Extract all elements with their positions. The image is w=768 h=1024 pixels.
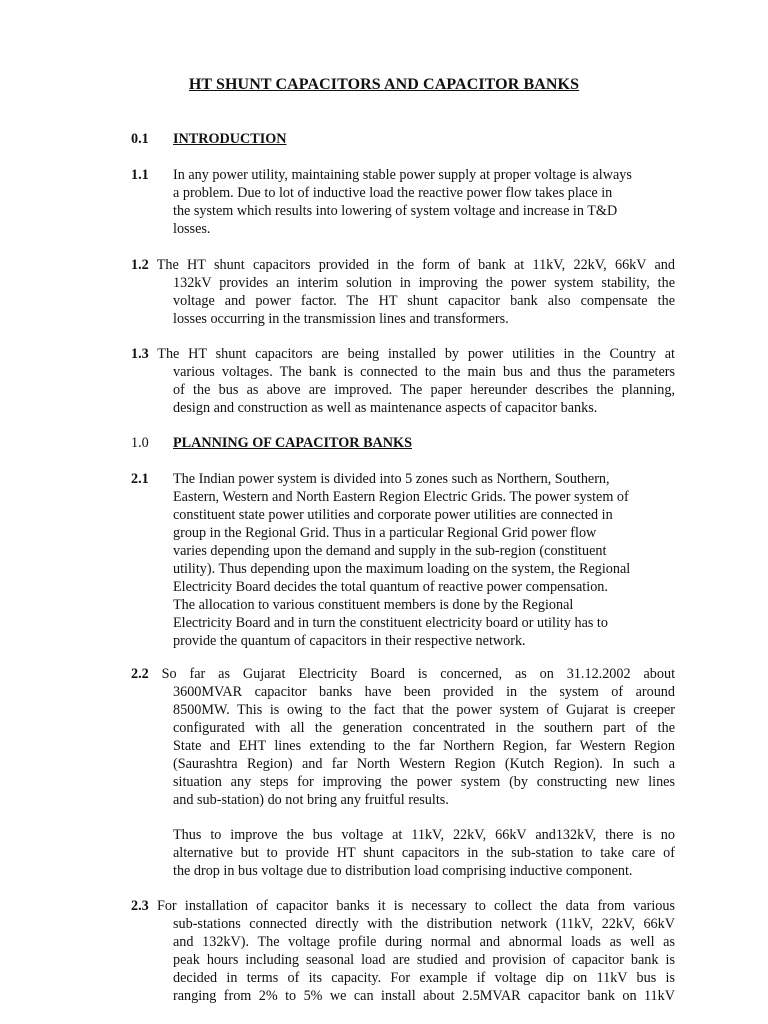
paragraph-2-1 <box>131 470 675 650</box>
section-number: 1.0 <box>131 435 149 451</box>
text-line: provide the quantum of capacitors in their respective network. <box>173 633 526 649</box>
text-line: losses occurring in the transmission lines and transformers. <box>173 311 509 327</box>
text-line: decided in terms of its capacity. For example if voltage dip on 11kV bus is <box>173 970 675 986</box>
text-line: 8500MW. This is owing to the fact that the power system of Gujarat is creeper <box>173 702 675 718</box>
text-line: peak hours including seasonal load are studied and provision of capacitor bank is <box>173 952 675 968</box>
text-line: situation any steps for improving the power system (by constructing new lines <box>173 774 675 790</box>
paragraph-number: 1.3 <box>131 346 149 362</box>
paragraph-number: 2.2 <box>131 666 149 682</box>
text-line: The HT shunt capacitors provided in the form of bank at 11kV, 22kV, 66kV and <box>156 257 675 273</box>
paragraph-1-3 <box>131 345 675 417</box>
text-line: alternative but to provide HT shunt capacitors in the sub-station to take care of <box>173 845 675 861</box>
section-heading-introduction <box>131 130 287 148</box>
paragraph-number: 2.3 <box>131 898 149 914</box>
text-line: and 132kV). The voltage profile during normal and abnormal loads as well as <box>173 934 675 950</box>
text-line: group in the Regional Grid. Thus in a particular Regional Grid power flow <box>173 525 597 541</box>
paragraph-number: 2.1 <box>131 471 149 487</box>
text-line: voltage and power factor. The HT shunt capacitor bank also compensate the <box>173 293 675 309</box>
text-line: constituent state power utilities and corporate power utilities are connected in <box>173 507 613 523</box>
text-line: The Indian power system is divided into 5 zones such as Northern, Southern, <box>173 471 610 487</box>
text-line: varies depending upon the demand and supply in the sub-region (constituent <box>173 543 607 559</box>
text-line: (Saurashtra Region) and far North Western Region (Kutch Region). In such a <box>173 756 675 772</box>
text-line: The HT shunt capacitors are being installed by power utilities in the Country at <box>157 346 676 362</box>
paragraph-1-1 <box>131 166 675 238</box>
text-line: and sub-station) do not bring any fruitful results. <box>173 792 449 808</box>
section-title: PLANNING OF CAPACITOR BANKS <box>173 435 412 451</box>
text-line: State and EHT lines extending to the far Northern Region, far Western Region <box>173 738 675 754</box>
text-line: The allocation to various constituent members is done by the Regional <box>173 597 574 613</box>
text-line: Eastern, Western and North Eastern Region Electric Grids. The power system of <box>173 489 629 505</box>
section-title: INTRODUCTION <box>173 131 287 147</box>
section-number: 0.1 <box>131 131 149 147</box>
text-line: configurated with all the generation concentrated in the southern part of the <box>173 720 675 736</box>
text-line: Thus to improve the bus voltage at 11kV, 22kV, 66kV and132kV, there is no <box>173 827 675 843</box>
paragraph-1-2 <box>131 256 675 328</box>
text-line: In any power utility, maintaining stable power supply at proper voltage is always <box>173 167 632 183</box>
paragraph-number: 1.2 <box>131 257 149 273</box>
text-line: a problem. Due to lot of inductive load the reactive power flow takes place in <box>173 185 613 201</box>
text-line: losses. <box>173 221 211 237</box>
text-line: Electricity Board and in turn the constituent electricity board or utility has to <box>173 615 608 631</box>
text-line: 3600MVAR capacitor banks have been provided in the system of around <box>173 684 675 700</box>
text-line: Electricity Board decides the total quantum of reactive power compensation. <box>173 579 608 595</box>
text-line: For installation of capacitor banks it is necessary to collect the data from various <box>156 898 675 914</box>
paragraph-2-3 <box>131 897 675 1005</box>
document-title: HT SHUNT CAPACITORS AND CAPACITOR BANKS <box>188 76 580 93</box>
text-line: 132kV provides an interim solution in improving the power system stability, the <box>173 275 675 291</box>
section-heading-planning <box>131 434 412 452</box>
paragraph-number: 1.1 <box>131 167 149 183</box>
text-line: utility). Thus depending upon the maximum loading on the system, the Regional <box>173 561 631 577</box>
paragraph-2-2-continuation <box>131 826 675 880</box>
text-line: of the bus as above are improved. The paper hereunder describes the planning, <box>173 382 675 398</box>
text-line: So far as Gujarat Electricity Board is concerned, as on 31.12.2002 about <box>161 666 676 682</box>
text-line: the drop in bus voltage due to distribution load comprising inductive component. <box>173 863 633 879</box>
text-line: sub-stations connected directly with the distribution network (11kV, 22kV, 66kV <box>173 916 675 932</box>
text-line: various voltages. The bank is connected to the main bus and thus the parameters <box>173 364 675 380</box>
text-line: the system which results into lowering of system voltage and increase in T&D <box>173 203 618 219</box>
text-line: design and construction as well as maintenance aspects of capacitor banks. <box>173 400 598 416</box>
paragraph-2-2 <box>131 665 675 809</box>
text-line: ranging from 2% to 5% we can install about 2.5MVAR capacitor bank on 11kV <box>173 988 675 1004</box>
